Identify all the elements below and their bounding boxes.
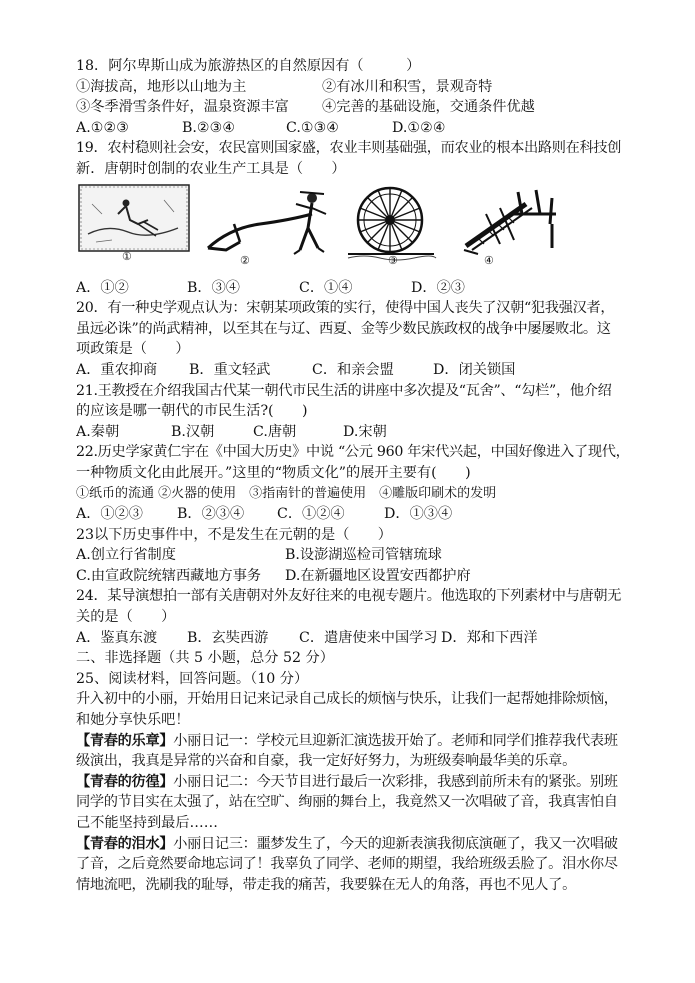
q22-option-b[interactable]: B．②③④ [177,506,245,523]
q19-option-b[interactable]: B．③④ [187,279,240,296]
diary-2-tag: 【青春的彷徨】 [76,773,174,790]
diary-1-line1 [76,731,631,752]
water-wheel-image [344,184,440,266]
q24-option-a[interactable]: A．鉴真东渡 [76,629,158,646]
q18-options [76,118,631,139]
diary-1-text: 小丽日记一：学校元旦迎新汇演选拔开始了。老师和同学们推荐我代表班 [173,732,618,749]
q22-options [76,504,631,525]
q19-line1: 19．农村稳则社会安，农民富则国家盛，农业丰则基础强，而农业的根本出路则在科技创 [76,140,622,157]
q20-line2: 虽远必诛”的尚武精神，以至其在与辽、西夏、金等少数民族政权的战争中屡屡败北。这 [76,320,611,337]
q18-statement-3: ③冬季滑雪条件好，温泉资源丰富 [76,99,289,116]
q22-option-c[interactable]: C．①②④ [277,506,345,523]
q19-option-a[interactable]: A．①② [76,279,129,296]
diary-2-line2: 同学的节目实在太强了，站在空旷、绚丽的舞台上，我竟然又一次唱破了音，我真害怕自 [76,794,618,811]
q19-option-c[interactable]: C．①④ [299,279,353,296]
curved-plough-image [200,184,340,266]
figure-label-4: ④ [484,253,494,267]
figure-label-3: ③ [388,253,398,267]
exam-page [76,56,631,895]
q18-statements-row2 [76,97,631,118]
q23-stem: 23以下历史事件中，不是发生在元朝的是（ ） [76,526,392,543]
q22-line2: 一种物质文化由此展开。”这里的“物质文化”的展开主要有( ) [76,464,471,481]
q23-options-row2 [76,566,631,587]
q18-option-b[interactable]: B.②③④ [182,119,236,136]
diary-3-tag: 【青春的泪水】 [76,835,174,852]
q20-option-a[interactable]: A．重农抑商 [76,361,158,378]
diary-1-line2: 级演出，我真是异常的兴奋和自豪，我一定好好努力，为班级奏响最华美的乐章。 [76,753,576,770]
q21-option-a[interactable]: A.秦朝 [76,423,120,440]
diary-1-tag: 【青春的乐章】 [76,732,174,749]
q21-option-b[interactable]: B.汉朝 [171,423,215,440]
q18-statements-row1 [76,77,631,98]
q18-option-c[interactable]: C.①③④ [286,119,340,136]
q21-options [76,422,631,443]
q23-option-a[interactable]: A.创立行省制度 [76,547,176,564]
q21-option-d[interactable]: D.宋朝 [343,423,387,440]
q20-line3: 项政策是（ ） [76,341,190,358]
figure-label-1: ① [122,249,132,263]
q23-options-row1 [76,545,631,566]
section-heading-non-choice: 二、非选择题（共 5 小题，总分 52 分） [76,650,334,667]
q18-statement-2: ②有冰川和积雪，景观奇特 [322,78,493,95]
q20-options [76,360,631,381]
diary-2-text: 小丽日记二：今天节目进行最后一次彩排，我感到前所未有的紧张。别班 [173,773,618,790]
q20-line1: 20．有一种史学观点认为：宋朝某项政策的实行，使得中国人丧失了汉朝“犯我强汉者， [76,300,615,317]
q19-option-d[interactable]: D．②③ [411,279,465,296]
q18-stem: 18．阿尔卑斯山成为旅游热区的自然原因有（ ） [76,58,421,74]
q24-options [76,628,631,649]
q23-option-d[interactable]: D.在新疆地区设置安西都护府 [285,567,471,584]
chain-pump-image [456,184,566,266]
q19-options [76,278,631,299]
q25-intro-line2: 和她分享快乐吧！ [76,712,190,729]
q21-option-c[interactable]: C.唐朝 [253,423,297,440]
q24-option-b[interactable]: B．玄奘西游 [187,629,269,646]
diary-2-line3: 己不能坚持到最后…… [76,815,218,831]
q21-line1: 21.王教授在介绍我国古代某一朝代市民生活的讲座中多次提及“瓦舍”、“勾栏”，他介绍 [76,382,612,399]
q22-option-a[interactable]: A．①②③ [76,506,143,523]
q20-option-c[interactable]: C．和亲会盟 [312,361,394,378]
q24-line1: 24．某导演想拍一部有关唐朝对外友好往来的电视专题片。他选取的下列素材中与唐朝无 [76,588,622,605]
q22-option-d[interactable]: D．①③④ [384,506,453,523]
fresco-farmer-image [78,184,190,262]
q20-option-b[interactable]: B．重文轻武 [189,361,271,378]
q18-statement-4: ④完善的基础设施，交通条件优越 [322,99,535,116]
figure-label-2: ② [240,253,250,267]
diary-3-line1 [76,834,631,855]
q23-option-b[interactable]: B.设澎湖巡检司管辖琉球 [285,547,442,564]
q19-line2: 新．唐朝时创制的农业生产工具是（ ） [76,160,346,177]
q21-line2: 的应该是哪一朝代的市民生活?( ) [76,403,308,420]
q22-statements: ①纸币的流通 ②火器的使用 ③指南针的普遍使用 ④雕版印刷术的发明 [76,485,497,501]
q18-statement-1: ①海拔高，地形以山地为主 [76,78,247,95]
diary-2-line1 [76,772,631,793]
q25-intro-line1: 升入初中的小丽，开始用日记来记录自己成长的烦恼与快乐，让我们一起帮她排除烦恼， [76,691,618,708]
q18-option-d[interactable]: D.①②④ [392,119,446,136]
q20-option-d[interactable]: D．闭关锁国 [433,361,516,378]
diary-3-line3: 情地流吧，洗刷我的耻辱，带走我的痛苦，我要躲在无人的角落，再也不见人了。 [76,876,576,893]
q24-option-c[interactable]: C．遣唐使来中国学习 [299,629,438,646]
q24-option-d[interactable]: D．郑和下西洋 [441,629,538,646]
q19-figures [76,184,631,274]
diary-3-line2: 了音，之后竟然要命地忘词了！我辜负了同学、老师的期望，我给班级丢脸了。泪水你尽 [76,856,618,873]
diary-3-text: 小丽日记三：噩梦发生了，今天的迎新表演我彻底演砸了，我又一次唱破 [173,835,618,852]
q24-line2: 关的是（ ） [76,609,176,626]
q22-line1: 22.历史学家黄仁宇在《中国大历史》中说 “公元 960 年宋代兴起，中国好像进入了现代， [76,444,630,461]
q23-option-c[interactable]: C.由宣政院统辖西藏地方事务 [76,567,262,584]
q25-stem: 25、阅读材料，回答问题。（10 分） [76,670,309,687]
q18-option-a[interactable]: A.①②③ [76,119,129,136]
